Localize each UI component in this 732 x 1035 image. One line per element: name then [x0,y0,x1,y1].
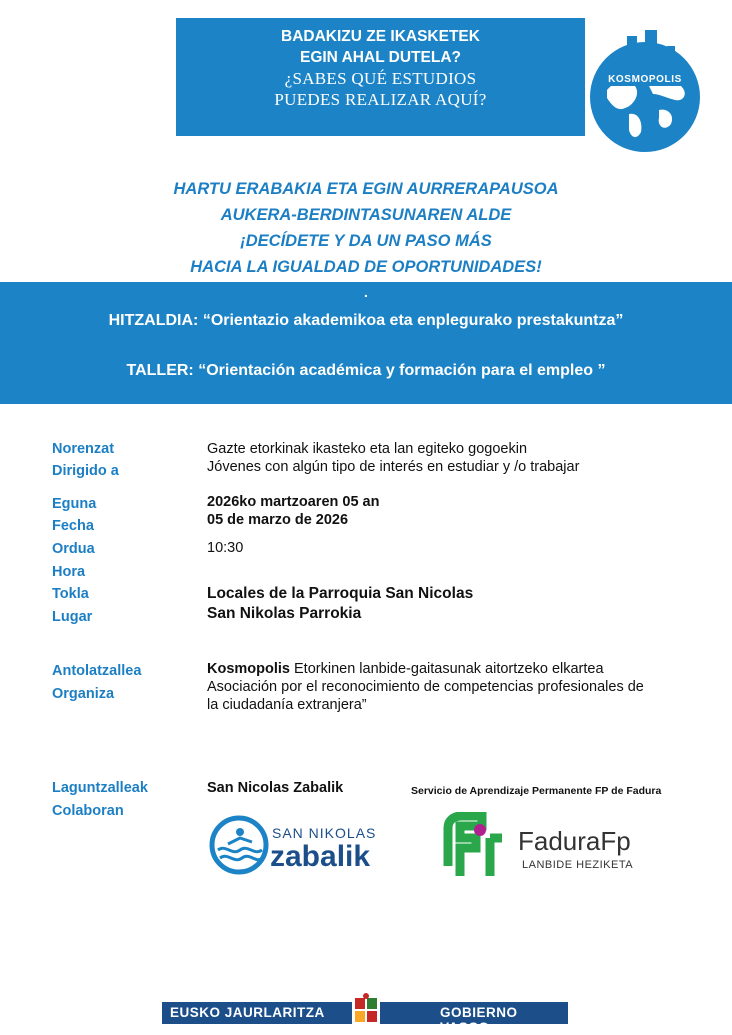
label-hora: Hora [52,564,86,580]
fecha-eu: 2026ko martzoaren 05 an [207,494,380,510]
fecha-es: 05 de marzo de 2026 [207,512,349,528]
slogan-line1: HARTU ERABAKIA ETA EGIN AURRERAPAUSOA [173,180,559,198]
header-eu-line2: EGIN AHAL DUTELA? [299,49,462,66]
footer-left-text: EUSKO JAURLARITZA [170,1005,325,1020]
org-line1 [207,660,604,678]
label-fecha: Fecha [52,518,94,534]
san-nikolas-logo-top: SAN NIKOLAS [272,825,377,841]
header-es-line2: PUEDES REALIZAR AQUÍ? [274,90,487,109]
hitzaldia-title: HITZALDIA: “Orientazio akademikoa eta enplegurako prestakuntza” [108,312,624,329]
slogan-line2: AUKERA-BERDINTASUNAREN ALDE [220,206,512,224]
header-box [176,18,585,136]
label-norenzat: Norenzat [52,441,115,457]
label-lugar: Lugar [52,609,93,625]
colab-san-nicolas: San Nicolas Zabalik [207,780,344,796]
kosmopolis-logo-text: KOSMOPOLIS [608,74,682,85]
dirigido-eu: Gazte etorkinak ikasteko eta lan egiteko gogoekin [207,441,528,457]
colab-fadura: Servicio de Aprendizaje Permanente FP de Fadura [411,785,662,797]
band-dot: . [364,284,368,300]
org-name: Kosmopolis [207,661,290,677]
label-ordua: Ordua [52,541,95,557]
org-es-line2: la ciudadanía extranjera” [207,697,367,713]
label-tokla: Tokla [52,586,89,602]
label-colaboran: Colaboran [52,803,124,819]
coat-of-arms-icon [346,992,386,1024]
san-nikolas-logo-bottom: zabalik [270,840,371,873]
label-dirigido: Dirigido a [52,463,119,479]
label-eguna: Eguna [52,496,97,512]
label-organiza: Organiza [52,686,115,702]
label-laguntzalleak: Laguntzalleak [52,780,148,796]
label-antolatzallea: Antolatzallea [52,663,142,679]
fadura-fp-logo [432,812,652,878]
header-es-line1: ¿SABES QUÉ ESTUDIOS [284,69,477,88]
hora-value: 10:30 [207,540,244,556]
title-band [0,282,732,404]
footer-right-text: GOBIERNO VASCO [440,1005,518,1035]
taller-title: TALLER: “Orientación académica y formación para el empleo ” [126,362,606,379]
slogan-line4: HACIA LA IGUALDAD DE OPORTUNIDADES! [190,258,542,276]
san-nikolas-zabalik-logo [208,812,388,878]
lugar-eu: San Nikolas Parrokia [207,605,362,622]
fadura-logo-bottom: LANBIDE HEZIKETA [522,859,634,871]
kosmopolis-logo [585,28,705,152]
slogan [0,176,732,280]
header-eu-line1: BADAKIZU ZE IKASKETEK [281,28,480,45]
dirigido-es: Jóvenes con algún tipo de interés en estudiar y /o trabajar [207,459,580,475]
fadura-logo-top: FaduraFp [518,826,631,856]
slogan-line3: ¡DECÍDETE Y DA UN PASO MÁS [240,232,492,250]
org-eu: Etorkinen lanbide-gaitasunak aitortzeko elkartea [289,661,604,677]
org-es-line1: Asociación por el reconocimiento de competencias profesionales de [207,679,644,695]
lugar-es: Locales de la Parroquia San Nicolas [207,585,474,602]
